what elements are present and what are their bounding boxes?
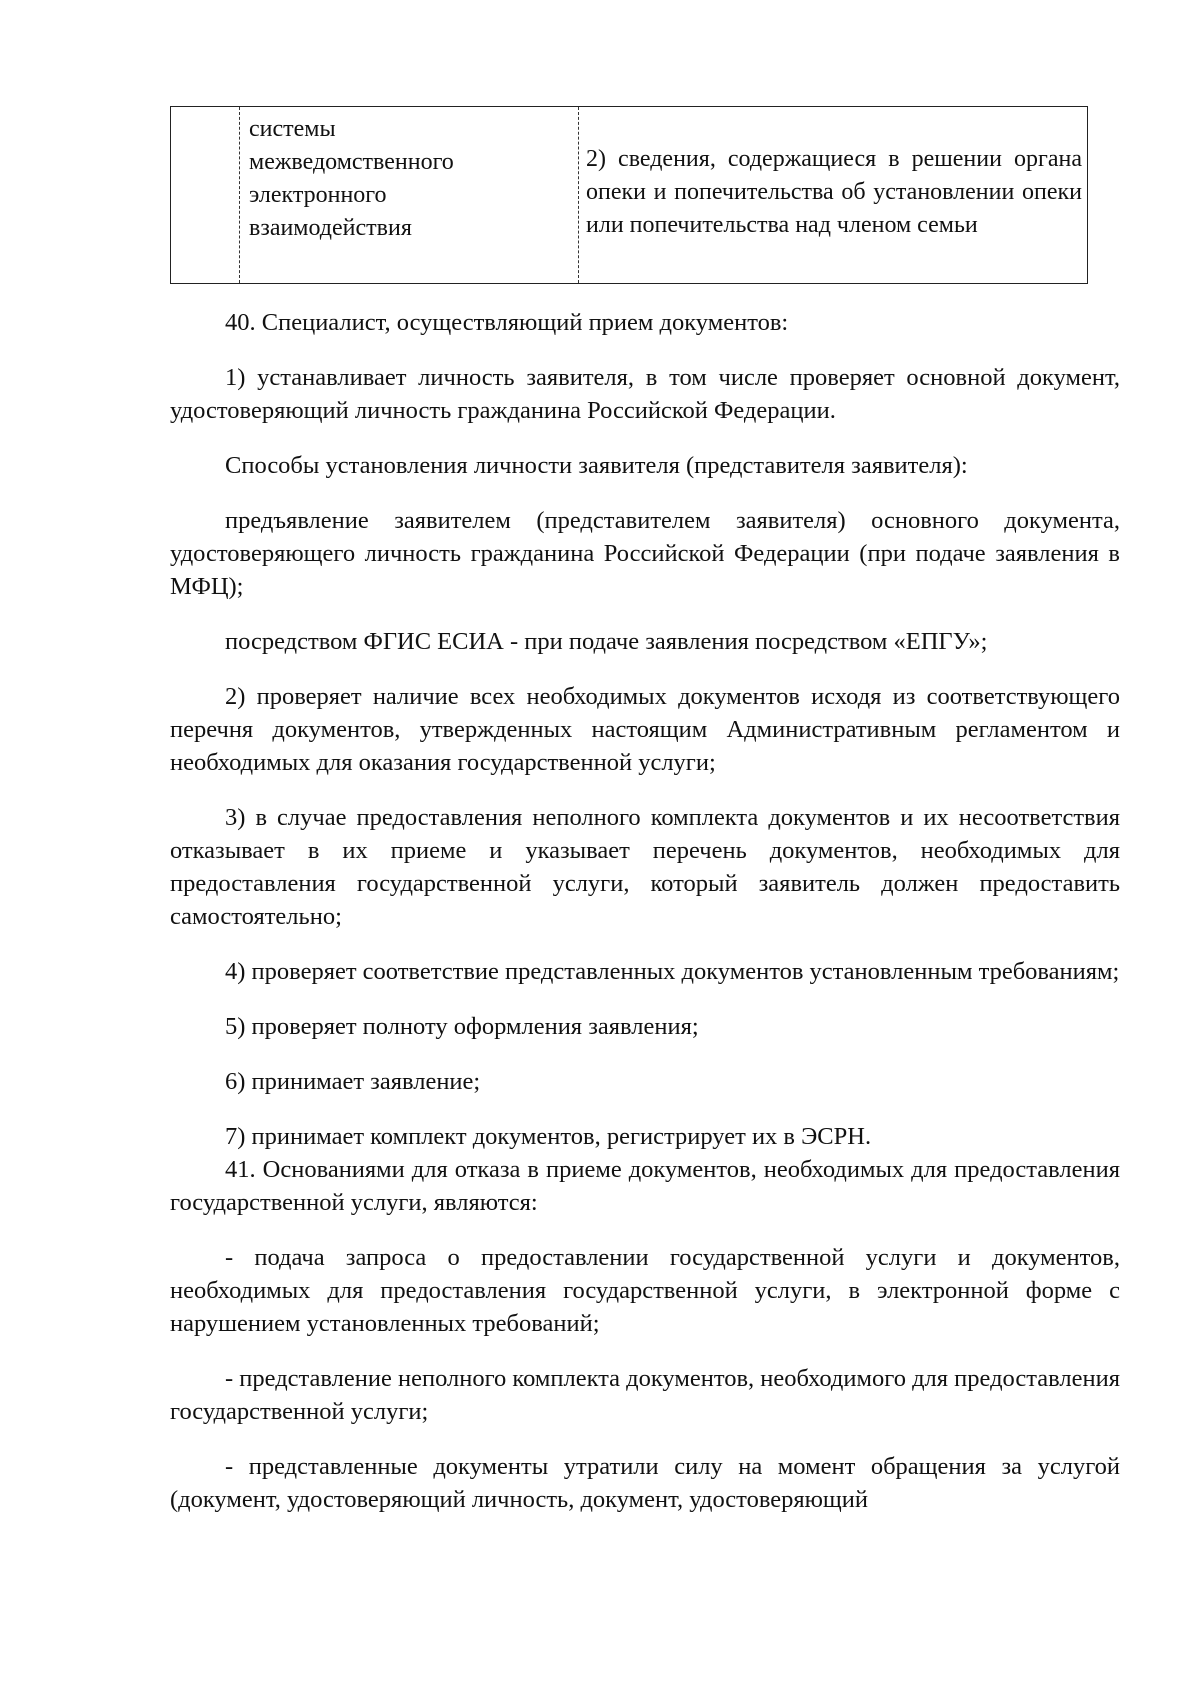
table-cell-line: взаимодействия [249, 215, 412, 241]
table-cell-middle [249, 113, 569, 245]
paragraph: предъявление заявителем (представителем заявителя) основного документа, удостоверяющего личность гражданина Российской Федерации (при подаче заявления в МФЦ); [170, 507, 1120, 600]
paragraph: 3) в случае предоставления неполного комплекта документов и их несоответствия отказывает в их приеме и указывает перечень документов, необходимых для предоставления государственной услуги, который заявитель должен предоставить самостоятельно; [170, 804, 1120, 930]
paragraph: 6) принимает заявление; [225, 1068, 481, 1095]
paragraph: 41. Основаниями для отказа в приеме документов, необходимых для предоставления государственной услуги, являются: [170, 1156, 1120, 1216]
paragraph: 2) проверяет наличие всех необходимых документов исходя из соответствующего перечня документов, утвержденных настоящим Административным регламентом и необходимых для оказания государственной услуги; [170, 683, 1120, 776]
table-cell-line: межведомственного [249, 149, 454, 175]
table-column-divider [239, 107, 240, 283]
paragraph: - представленные документы утратили силу на момент обращения за услугой (документ, удостоверяющий личность, документ, удостоверяющий [170, 1453, 1120, 1513]
table-cell-line: электронного [249, 182, 387, 208]
table-column-divider [578, 107, 579, 283]
table-cell-line: системы [249, 116, 336, 142]
paragraph: посредством ФГИС ЕСИА - при подаче заявления посредством «ЕПГУ»; [225, 628, 988, 655]
paragraph: - подача запроса о предоставлении государственной услуги и документов, необходимых для предоставления государственной услуги, в электронной форме с нарушением установленных требований; [170, 1244, 1120, 1337]
paragraph: 40. Специалист, осуществляющий прием документов: [225, 309, 789, 336]
paragraph: 7) принимает комплект документов, регистрирует их в ЭСРН. [225, 1123, 872, 1150]
paragraph: 1) устанавливает личность заявителя, в том числе проверяет основной документ, удостоверяющий личность гражданина Российской Федерации. [170, 364, 1120, 424]
document-body [170, 306, 1120, 1538]
paragraph: 4) проверяет соответствие представленных документов установленным требованиям; [225, 958, 1120, 985]
table-cell-right: 2) сведения, содержащиеся в решении органа опеки и попечительства об установлении опеки или попечительства над членом семьи [586, 146, 1082, 238]
table-fragment [170, 106, 1088, 284]
paragraph: Способы установления личности заявителя (представителя заявителя): [225, 452, 968, 479]
paragraph: 5) проверяет полноту оформления заявления; [225, 1013, 699, 1040]
paragraph: - представление неполного комплекта документов, необходимого для предоставления государственной услуги; [170, 1365, 1120, 1425]
